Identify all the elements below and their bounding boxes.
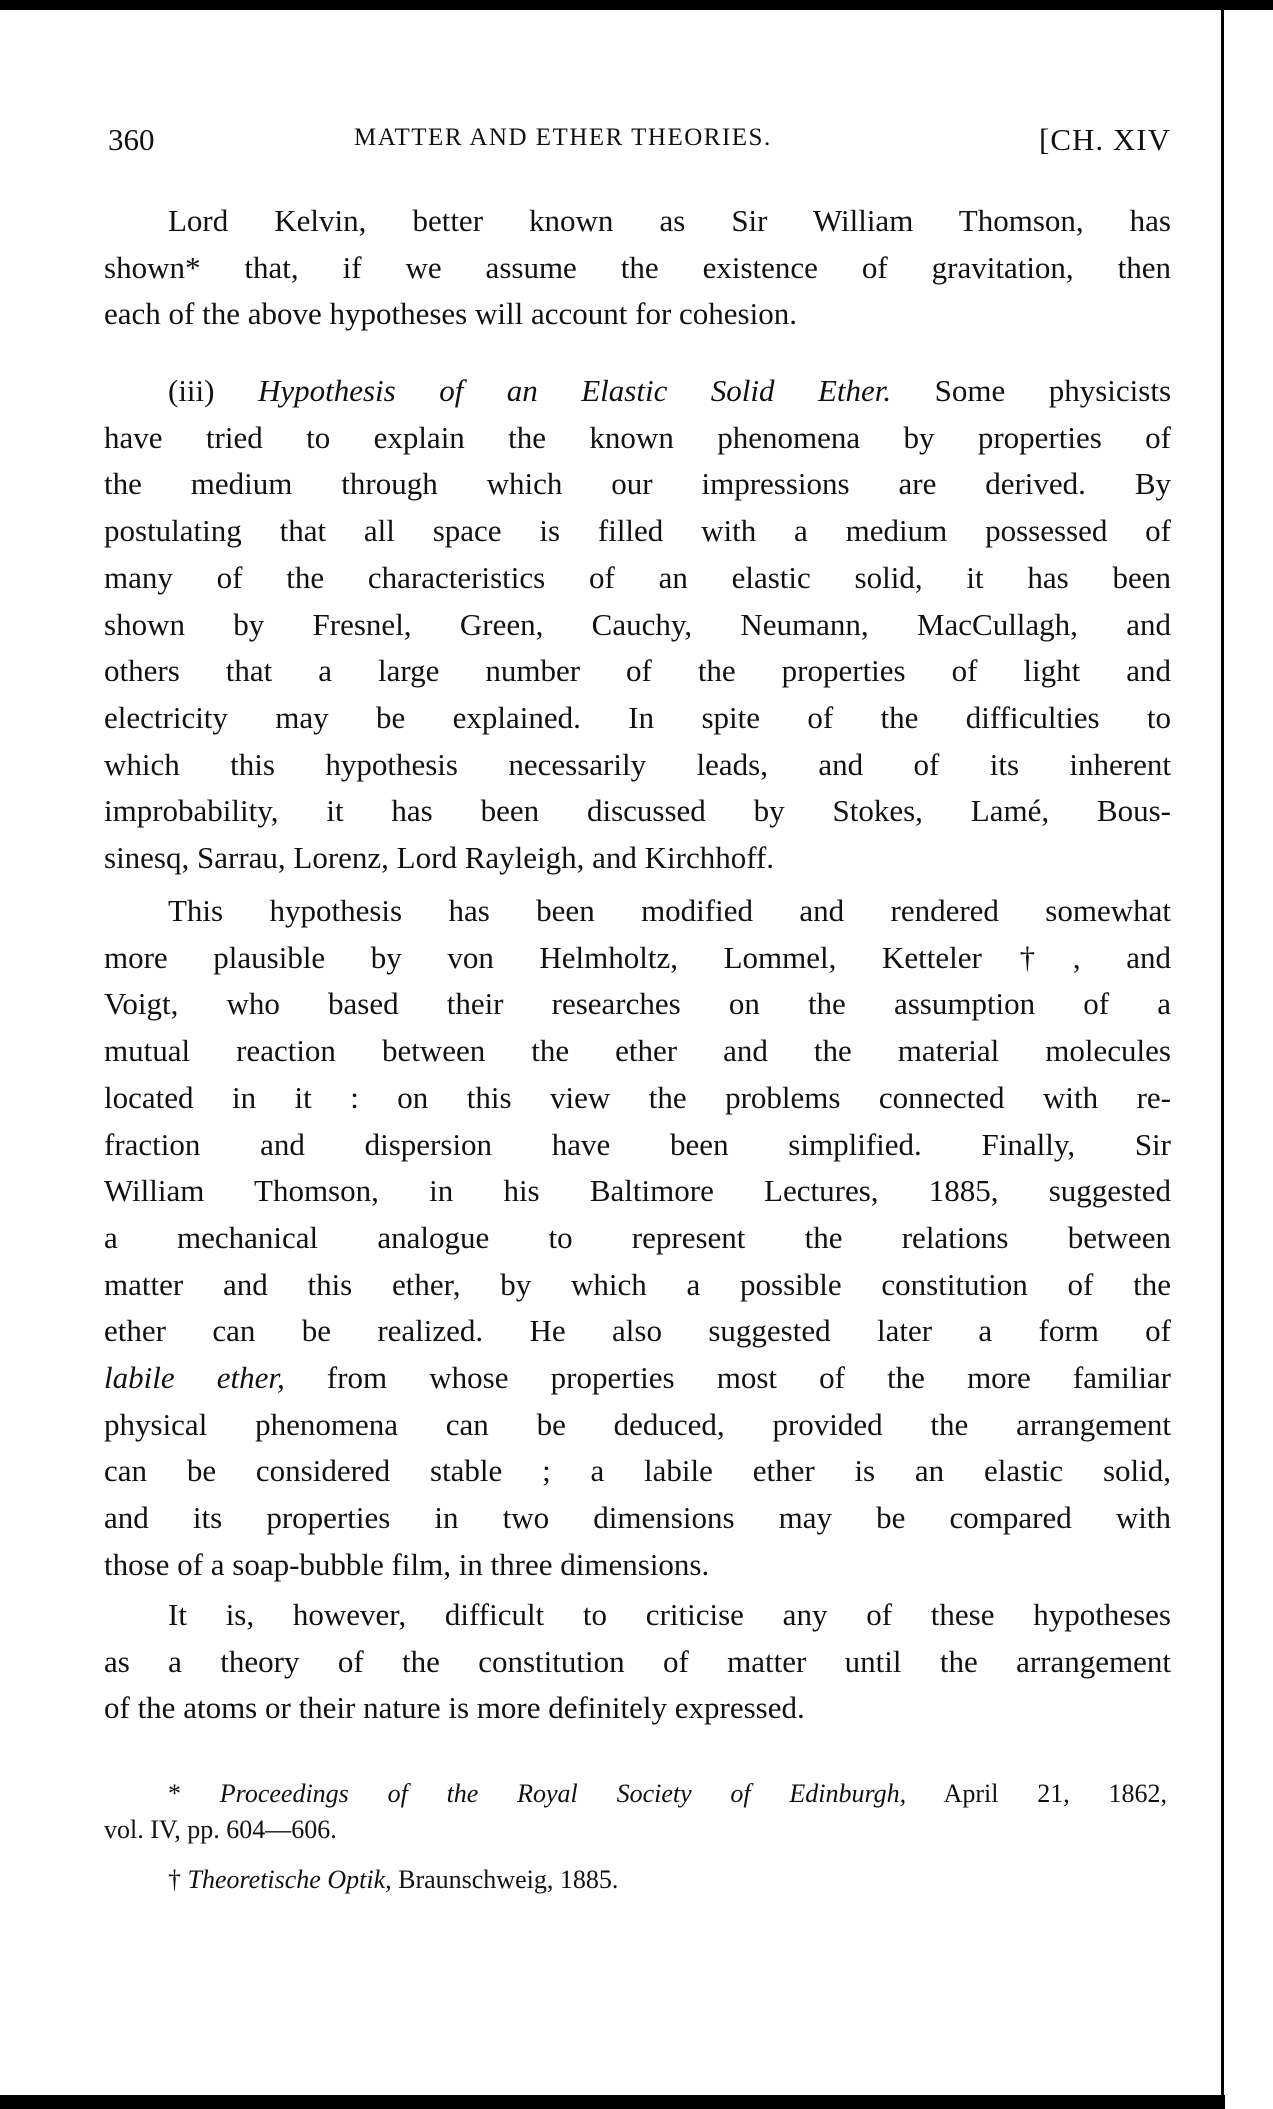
section-heading: Hypothesis of an Elastic Solid Ether. bbox=[257, 373, 892, 408]
text-line: and its properties in two dimensions may be compared with bbox=[104, 1500, 1171, 1536]
text-line: each of the above hypotheses will account for cohesion. bbox=[104, 296, 797, 332]
running-header bbox=[108, 122, 1171, 162]
text-line: the medium through which our impressions are derived. By bbox=[104, 466, 1171, 502]
chapter-label: [CH. XIV bbox=[1039, 122, 1171, 157]
text-line: of the atoms or their nature is more definitely expressed. bbox=[104, 1690, 805, 1726]
scan-bottom-edge bbox=[0, 2095, 1225, 2109]
text-line: It is, however, difficult to criticise any of these hypotheses bbox=[168, 1597, 1171, 1632]
text-fragment: from whose properties most of the more familiar bbox=[326, 1360, 1172, 1396]
paragraph-modified-hypothesis bbox=[104, 888, 1171, 1589]
footnote-title: Proceedings of the Royal Society of Edinburgh, bbox=[219, 1779, 907, 1808]
text-line: William Thomson, in his Baltimore Lectures, 1885, suggested bbox=[104, 1173, 1171, 1209]
text-line: sinesq, Sarrau, Lorenz, Lord Rayleigh, and Kirchhoff. bbox=[104, 840, 775, 876]
text-line: which this hypothesis necessarily leads, and of its inherent bbox=[104, 746, 1171, 782]
text-fragment: Some physicists bbox=[934, 373, 1172, 408]
running-title: MATTER AND ETHER THEORIES. bbox=[354, 124, 772, 151]
italic-term: labile ether, bbox=[104, 1360, 285, 1396]
text-line: many of the characteristics of an elastic solid, it has been bbox=[104, 559, 1171, 595]
text-line: matter and this ether, by which a possible constitution of the bbox=[104, 1266, 1171, 1302]
text-line: more plausible by von Helmholtz, Lommel, Ketteler†, and bbox=[104, 939, 1171, 975]
section-number: (iii) bbox=[168, 373, 215, 408]
scan-top-edge bbox=[0, 0, 1273, 10]
text-line: improbability, it has been discussed by Stokes, Lamé, Bous- bbox=[104, 793, 1171, 829]
paragraph-conclusion bbox=[104, 1592, 1171, 1732]
footnote-1 bbox=[104, 1776, 1167, 1848]
text-line: located in it : on this view the problems connected with re- bbox=[104, 1079, 1171, 1115]
text-line bbox=[104, 1776, 1167, 1812]
text-line bbox=[104, 1355, 1171, 1402]
text-line: fraction and dispersion have been simplified. Finally, Sir bbox=[104, 1126, 1171, 1162]
page-edge-line bbox=[1221, 0, 1224, 2109]
text-line: shown* that, if we assume the existence of gravitation, then bbox=[104, 249, 1171, 285]
text-line: vol. IV, pp. 604—606. bbox=[104, 1815, 337, 1844]
page-number: 360 bbox=[108, 122, 155, 157]
footnote-title: Theoretische Optik, bbox=[187, 1865, 392, 1894]
text-line: others that a large number of the properties of light and bbox=[104, 653, 1171, 689]
text-line: This hypothesis has been modified and rendered somewhat bbox=[168, 893, 1171, 928]
text-line: have tried to explain the known phenomena by properties of bbox=[104, 419, 1171, 455]
paragraph-elastic-solid bbox=[104, 368, 1171, 882]
text-line: Voigt, who based their researches on the assumption of a bbox=[104, 986, 1171, 1022]
text-line: mutual reaction between the ether and the material molecules bbox=[104, 1033, 1171, 1069]
text-line bbox=[104, 368, 1171, 415]
footnote-mark: * bbox=[168, 1779, 181, 1808]
footnote-text: Braunschweig, 1885. bbox=[398, 1865, 619, 1894]
paragraph-kelvin bbox=[104, 198, 1171, 338]
text-line: postulating that all space is filled with a medium possessed of bbox=[104, 513, 1171, 549]
footnote-text: April 21, 1862, bbox=[943, 1779, 1167, 1808]
text-line: a mechanical analogue to represent the relations between bbox=[104, 1219, 1171, 1255]
text-line: as a theory of the constitution of matter until the arrangement bbox=[104, 1643, 1171, 1679]
footnote-2 bbox=[104, 1862, 1167, 1898]
text-line: ether can be realized. He also suggested later a form of bbox=[104, 1313, 1171, 1349]
text-line: physical phenomena can be deduced, provided the arrangement bbox=[104, 1406, 1171, 1442]
text-line: Lord Kelvin, better known as Sir William Thomson, has bbox=[168, 203, 1171, 238]
text-line: electricity may be explained. In spite of the difficulties to bbox=[104, 699, 1171, 735]
text-line bbox=[104, 1862, 1167, 1898]
text-line: can be considered stable ; a labile ether is an elastic solid, bbox=[104, 1453, 1171, 1489]
footnote-mark: † bbox=[168, 1865, 181, 1894]
text-line: shown by Fresnel, Green, Cauchy, Neumann, MacCullagh, and bbox=[104, 606, 1171, 642]
text-line: those of a soap-bubble film, in three dimensions. bbox=[104, 1546, 710, 1582]
